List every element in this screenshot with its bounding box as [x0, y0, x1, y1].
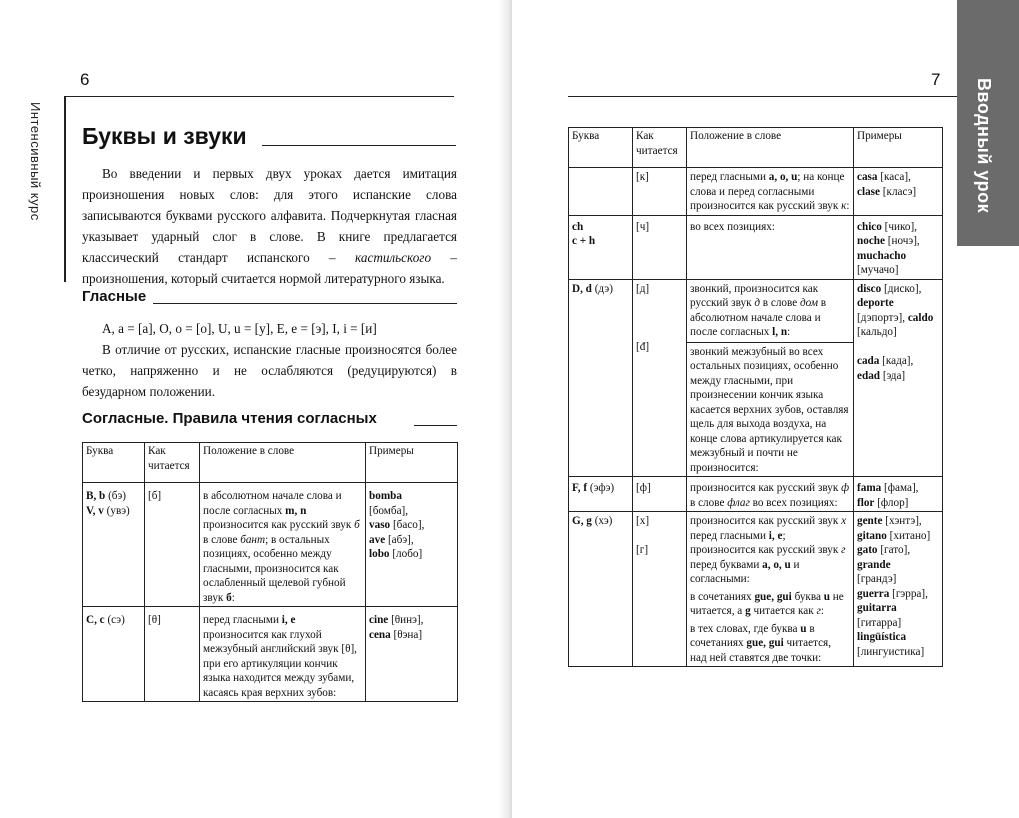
right-page	[512, 0, 1019, 818]
vowels-heading: Гласные	[82, 288, 147, 305]
table-row: D, d (дэ) [д] [đ] звонкий, произносится как русский звук д в слове дом в абсолютном начале слова и после согласных l, n: звонкий межзубный во всех остальных позициях, особенно между гласными, при произнесении кончик языка касается верхних зубов, оставляя щель для выхода воздуха, на конце слова артикулируется как межзубный и почти не произносится: disco [диско], deporte [дэпортэ], caldo [кальдо] cada [када], edad [эда]	[569, 279, 943, 477]
chapter-tab	[957, 0, 1019, 246]
consonants-table-left	[82, 442, 458, 702]
vowels-paragraph: A, a = [а], O, o = [о], U, u = [у], E, e = [э], I, i = [и] В отличие от русских, испанские гласные произносятся более четко, напряженно и не ослабляются (редуцируются) в безударном положении.	[82, 321, 457, 399]
consonants-table-right	[568, 127, 943, 667]
page-number-left: 6	[80, 70, 90, 89]
table-row: F, f (эфэ) [ф] произносится как русский звук ф в слове флаг во всех позициях: fama [фама], flor [флор]	[569, 477, 943, 512]
table-header-row: Буква Как читается Положение в слове Примеры	[569, 128, 943, 168]
table-row: ch c + h [ч] во всех позициях: chico [чико], noche [ночэ], muchacho [мучачо]	[569, 215, 943, 279]
page-number-right: 7	[931, 70, 941, 89]
chapter-tab-label: Вводный урок	[974, 78, 994, 214]
table-header-row: Буква Как читается Положение в слове Примеры	[83, 443, 458, 483]
page-title: Буквы и звуки	[82, 123, 247, 149]
intro-paragraph: Во введении и первых двух уроках дается имитация произношения новых слов: для этого испанские слова записываются буквами русского алфавита. Подчеркнутая гласная указывает ударный слог в слове. В книге предлагается классический стандарт испанского – кастильского – произношения, который считается нормой литературного языка.	[82, 166, 458, 286]
table-row: [к] перед гласными a, o, u; на конце слова и перед согласными произносится как русский звук к: casa [каса], clase [класэ]	[569, 168, 943, 216]
consonants-heading: Согласные. Правила чтения согласных	[82, 410, 377, 427]
side-label: Интенсивный курс	[28, 102, 43, 221]
table-row: G, g (хэ) [х] [г] произносится как русский звук х перед гласными i, e; произносится как русский звук г перед буквами a, o, u и согласными: в сочетаниях gue, gui буква u не читается, а g читается как г: в тех словах, где буква u в сочетаниях gue, gui читается, над ней ставятся две точки: gente [хэнтэ], gitano [хитано] gato [гато], grande [грандэ] guerra [гэрра], guitarra [гитарра] lingüística [лингуистика]	[569, 512, 943, 667]
side-label-box	[0, 96, 66, 282]
table-row: B, b (бэ) V, v (увэ) [б] в абсолютном начале слова и после согласных m, n произносится как русский звук б в слове бант; в остальных позициях, особенно между гласными, произносится как ослабленный щелевой губной звук б: bomba [бомба], vaso [басо], ave [абэ], lobo [лобо]	[83, 483, 458, 607]
table-row: C, c (сэ) [θ] перед гласными i, e произносится как глухой межзубный английский звук [θ], при его артикуляции кончик языка находится между зубами, касаясь края верхних зубов: cine [θинэ], cena [θэна]	[83, 607, 458, 702]
